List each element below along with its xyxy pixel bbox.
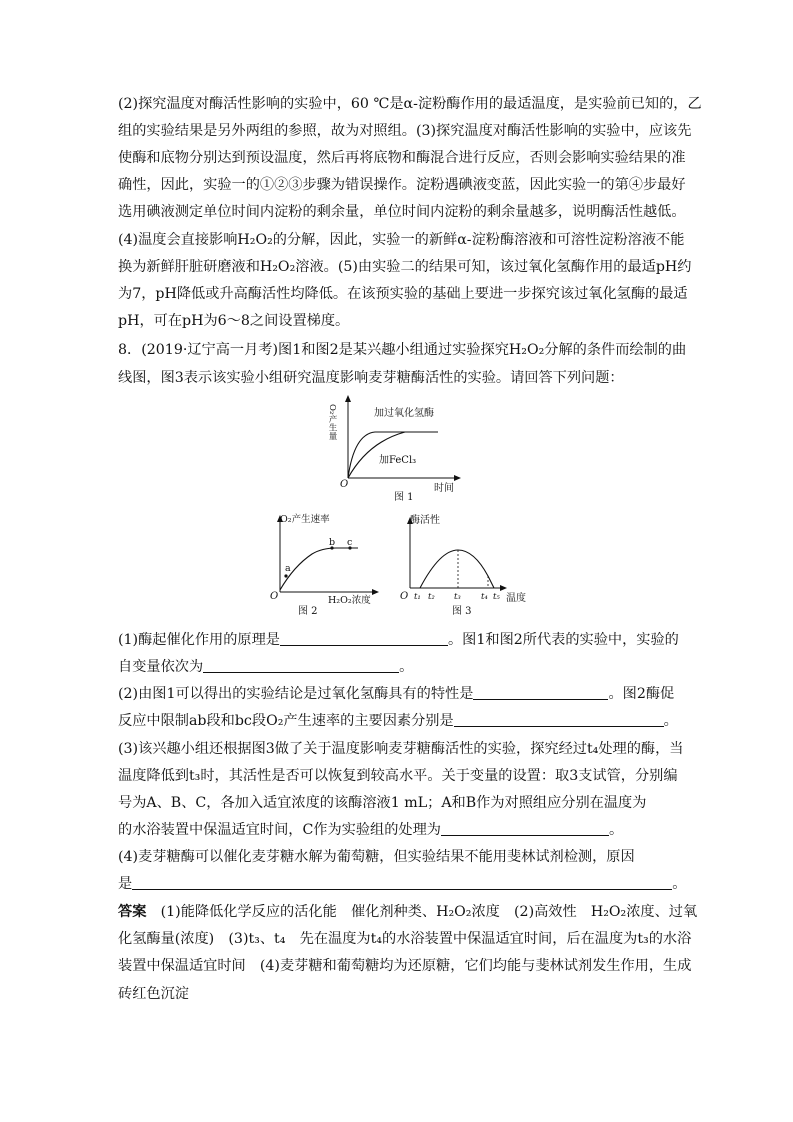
explanation-line-7: 换为新鲜肝脏研磨液和H₂O₂溶液。(5)由实验二的结果可知，该过氧化氢酶作用的最适pH约 (118, 259, 692, 275)
fig1-curve2-label: 加FeCl₃ (379, 455, 417, 466)
fig2-label-b: b (329, 537, 336, 548)
fig2-ylabel: O₂产生速率 (280, 514, 330, 525)
subq-1-line-1 (118, 630, 679, 650)
question-8-line-1: 8．(2019·辽宁高一月考)图1和图2是某兴趣小组通过实验探究H₂O₂分解的条件而绘制的曲 (118, 342, 687, 358)
subq-1-line-2 (118, 657, 413, 677)
subq-1-blank-1[interactable] (280, 631, 448, 646)
subq-1-blank-2[interactable] (203, 658, 399, 673)
subq-3-text-b: 。 (608, 822, 624, 838)
fig3-caption: 图 3 (452, 606, 472, 617)
subq-1-text-a: (1)酶起催化作用的原理是 (118, 632, 280, 648)
explanation-line-6: (4)温度会直接影响H₂O₂的分解，因此，实验一的新鲜α-淀粉酶溶液和可溶性淀粉溶液不能 (118, 232, 685, 248)
subq-3-line-1: (3)该兴趣小组还根据图3做了关于温度影响麦芽糖酶活性的实验，探究经过t₄处理的酶，当 (118, 741, 684, 757)
explanation-line-3: 使酶和底物分别达到预设温度，然后再将底物和酶混合进行反应，否则会影响实验结果的准 (118, 150, 686, 166)
answer-text-1: (1)能降低化学反应的活化能 催化剂种类、H₂O₂浓度 (2)高效性 H₂O₂浓度、过氧 (160, 904, 698, 920)
fig2-origin: O (270, 591, 279, 602)
fig1-origin: O (340, 479, 349, 490)
fig1-y-arrow (345, 395, 351, 402)
fig3-x-arrow (500, 585, 507, 591)
fig2-curve (280, 548, 358, 590)
figure-2 (266, 508, 386, 620)
subq-2-text-b: 。图2酶促 (608, 686, 675, 702)
explanation-line-8: 为7，pH降低或升高酶活性均降低。在该预实验的基础上要进一步探究该过氧化氢酶的最适 (118, 286, 688, 302)
fig1-caption: 图 1 (394, 492, 414, 503)
explanation-line-2: 组的实验结果是另外两组的参照，故为对照组。(3)探究温度对酶活性影响的实验中，应该先 (118, 123, 692, 139)
subq-4-text-b: 。 (672, 876, 687, 892)
subq-4-text-a: 是 (118, 876, 133, 892)
fig1-curve1-label: 加过氧化氢酶 (374, 408, 434, 419)
subq-1-text-b: 。图1和图2所代表的实验中，实验的 (447, 632, 679, 648)
subq-1-text-d: 。 (399, 659, 414, 675)
explanation-line-1: (2)探究温度对酶活性影响的实验中，60 ℃是α-淀粉酶作用的最适温度，是实验前已知的，乙 (118, 96, 702, 112)
fig3-xlabel: 温度 (506, 593, 526, 604)
subq-2-line-1 (118, 684, 674, 704)
answer-line-4: 砖红色沉淀 (118, 986, 189, 1002)
subq-3-line-3: 号为A、B、C，各加入适宜浓度的该酶溶液1 mL；A和B作为对照组应分别在温度为 (118, 795, 647, 811)
fig3-ylabel: 酶活性 (410, 515, 440, 526)
subq-3-line-2: 温度降低到t₃时，其活性是否可以恢复到较高水平。关于变量的设置：取3支试管，分别编 (118, 768, 678, 784)
subq-3-text-a: 的水浴装置中保温适宜时间，C作为实验组的处理为 (118, 822, 441, 838)
answer-line-1 (118, 902, 697, 922)
subq-4-line-2 (118, 874, 686, 894)
answer-line-2: 化氢酶量(浓度) (3)t₃、t₄ 先在温度为t₄的水浴装置中保温适宜时间，后在温度为t₃的水浴 (118, 931, 692, 947)
answer-line-3: 装置中保温适宜时间 (4)麦芽糖和葡萄糖均为还原糖，它们均能与斐林试剂发生作用，生成 (118, 958, 692, 974)
fig3-tick-t5: t₅ (493, 592, 500, 602)
figure-3 (398, 508, 530, 620)
fig2-x-arrow (372, 589, 379, 595)
subq-2-text-c: 反应中限制ab段和bc段O₂产生速率的主要因素分别是 (118, 713, 454, 729)
fig2-point-a (284, 574, 287, 577)
fig1-ylabel: O₂产生量 (327, 404, 337, 440)
fig3-origin: O (400, 591, 409, 602)
explanation-line-9: pH，可在pH为6～8之间设置梯度。 (118, 313, 350, 329)
question-8-line-2: 线图，图3表示该实验小组研究温度影响麦芽糖酶活性的实验。请回答下列问题： (118, 370, 624, 386)
fig2-label-a: a (285, 563, 291, 574)
subq-2-blank-2[interactable] (454, 712, 664, 727)
fig3-curve (420, 550, 494, 588)
fig3-tick-t1: t₁ (414, 592, 421, 602)
explanation-line-5: 选用碘液测定单位时间内淀粉的剩余量，单位时间内淀粉的剩余量越多，说明酶活性越低。 (118, 204, 686, 220)
subq-1-text-c: 自变量依次为 (118, 659, 204, 675)
fig3-tick-t4: t₄ (481, 592, 488, 602)
fig1-x-arrow (454, 475, 461, 481)
fig2-caption: 图 2 (298, 606, 318, 617)
subq-2-text-a: (2)由图1可以得出的实验结论是过氧化氢酶具有的特性是 (118, 686, 474, 702)
subq-4-blank[interactable] (132, 875, 672, 890)
fig3-tick-t2: t₂ (428, 592, 435, 602)
fig3-tick-t3: t₃ (454, 592, 461, 602)
subq-2-text-d: 。 (663, 713, 678, 729)
fig2-label-c: c (347, 537, 353, 548)
subq-3-line-4 (118, 820, 623, 840)
figure-1 (327, 392, 470, 504)
fig2-xlabel: H₂O₂浓度 (328, 595, 371, 606)
subq-2-blank-1[interactable] (473, 685, 608, 700)
subq-3-blank[interactable] (441, 821, 609, 836)
subq-4-line-1: (4)麦芽糖酶可以催化麦芽糖水解为葡萄糖，但实验结果不能用斐林试剂检测，原因 (118, 849, 635, 865)
fig1-xlabel: 时间 (434, 483, 454, 494)
answer-label: 答案 (118, 904, 147, 920)
subq-2-line-2 (118, 711, 678, 731)
explanation-line-4: 确性，因此，实验一的①②③步骤为错误操作。淀粉遇碘液变蓝，因此实验一的第④步最好 (118, 177, 686, 193)
